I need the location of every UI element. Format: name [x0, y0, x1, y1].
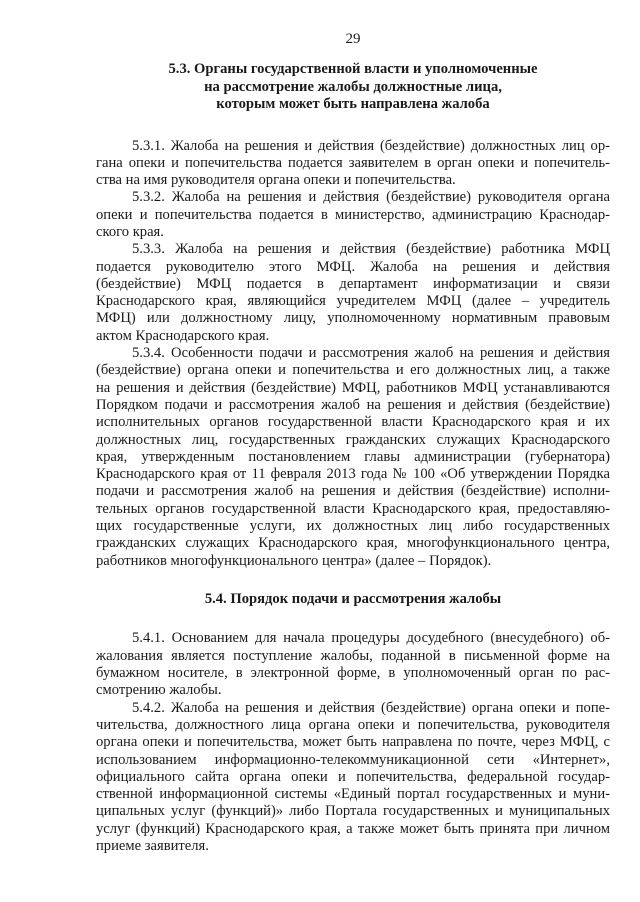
text-line: на решения и действия (бездействие) МФЦ, работников МФЦ устанавливаются — [96, 379, 610, 396]
text-line: смотрению жалобы. — [96, 682, 222, 699]
title-line: которым может быть направлена жалоба — [216, 96, 490, 112]
text-line: (бездействие) органа опеки и попечительства и его должностных лиц, а также — [96, 362, 610, 379]
text-line: органа опеки и попечительства, может быть направлена по почте, через МФЦ, с — [96, 734, 610, 751]
paragraph-5-3-2 — [96, 189, 610, 241]
title-line: 5.3. Органы государственной власти и уполномоченные — [168, 61, 538, 77]
text-line: официального сайта органа опеки и попечительства, федеральной государ- — [96, 768, 610, 785]
paragraph-5-4-1 — [96, 630, 610, 699]
text-line: актом Краснодарского края. — [96, 327, 270, 344]
text-line: тельных органов государственной власти Краснодарского края, предоставляю- — [96, 500, 610, 517]
text-line: жалования является поступление жалобы, поданной в письменной форме на — [96, 647, 610, 664]
text-line: работников многофункционального центра» (далее – Порядок). — [96, 552, 492, 569]
text-line: использованием информационно-телекоммуникационной сети «Интернет», — [96, 751, 610, 768]
text-line: 5.3.3. Жалоба на решения и действия (бездействие) работника МФЦ — [132, 241, 610, 258]
text-line: края, утвержденным постановлением главы администрации (губернатора) — [96, 448, 610, 465]
text-line: чительства, должностного лица органа опеки и попечительства, руководителя — [96, 716, 610, 733]
text-line: исполнительных органов государственной власти Краснодарского края и их — [96, 414, 610, 431]
text-line: услуг (функций) Краснодарского края, а также может быть принята при личном — [96, 820, 610, 837]
section-5-4-title: 5.4. Порядок подачи и рассмотрения жалобы — [204, 590, 502, 607]
text-line: подачи и рассмотрения жалоб на решения и действия (бездействие) исполни- — [96, 483, 610, 500]
paragraph-5-4-2 — [96, 700, 610, 856]
paragraph-5-3-1 — [96, 138, 610, 190]
page-number: 29 — [345, 31, 361, 47]
text-line: должностных лиц, государственных гражданских служащих Краснодарского — [96, 431, 610, 448]
title-line: на рассмотрение жалобы должностные лица, — [204, 78, 502, 95]
paragraph-5-3-4 — [96, 345, 610, 570]
paragraph-5-3-3 — [96, 241, 610, 345]
text-line: 5.3.4. Особенности подачи и рассмотрения жалоб на решения и действия — [132, 345, 610, 362]
text-line: Краснодарского края, являющийся учредителем МФЦ (далее – учредитель — [96, 293, 610, 310]
text-line: приеме заявителя. — [96, 837, 209, 854]
text-line: гана опеки и попечительства подается заявителем в орган опеки и попечитель- — [96, 154, 610, 171]
section-5-3-title — [96, 61, 610, 114]
text-line: Краснодарского края от 11 февраля 2013 года № 100 «Об утверждении Порядка — [96, 466, 610, 483]
text-line: МФЦ) или должностному лицу, уполномоченному нормативным правовым — [96, 310, 610, 327]
text-line: 5.3.2. Жалоба на решения и действия (бездействие) руководителя органа — [132, 189, 610, 206]
text-line: опеки и попечительства подается в министерство, администрацию Краснодар- — [96, 206, 610, 223]
text-line: Порядком подачи и рассмотрения жалоб на решения и действия (бездействие) — [96, 396, 610, 413]
text-line: ципальных услуг (функций)» либо Портала государственных и муниципальных — [96, 803, 610, 820]
text-line: ского края. — [96, 223, 164, 240]
text-line: 5.4.2. Жалоба на решения и действия (бездействие) органа опеки и попе- — [132, 699, 610, 716]
text-line: 5.4.1. Основанием для начала процедуры досудебного (внесудебного) об- — [132, 630, 610, 647]
text-line: ственной информационной системы «Единый портал государственных и муни- — [96, 786, 610, 803]
text-line: бумажном носителе, в электронной форме, в уполномоченный орган по рас- — [96, 665, 610, 682]
text-line: подается руководителю этого МФЦ. Жалоба на решения и действия — [96, 258, 610, 275]
text-line: щих государственные услуги, их должностных лиц либо государственных — [96, 518, 610, 535]
text-line: (бездействие) МФЦ подается в департамент информатизации и связи — [96, 275, 610, 292]
text-line: гражданских служащих Краснодарского края, многофункционального центра, — [96, 535, 610, 552]
text-line: ства на имя руководителя органа опеки и попечительства. — [96, 172, 456, 189]
text-line: 5.3.1. Жалоба на решения и действия (бездействие) должностных лиц ор- — [132, 137, 610, 154]
